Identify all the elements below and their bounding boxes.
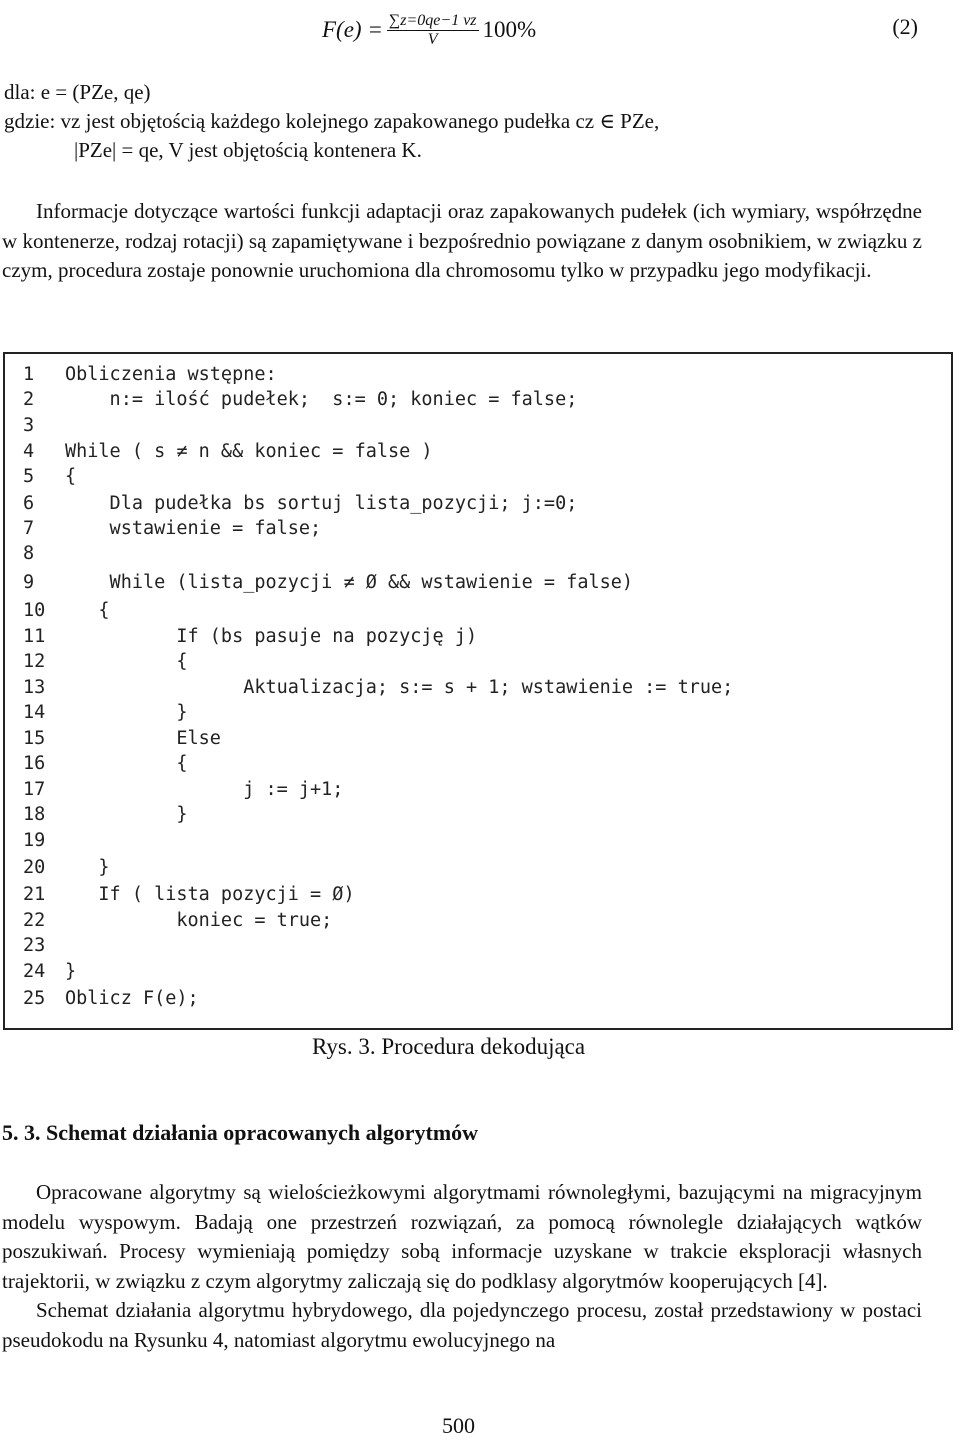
code-line-number: 13: [23, 677, 46, 698]
code-line-number: 4: [23, 441, 35, 462]
code-line: [23, 466, 76, 488]
code-line-text: wstawienie = false;: [65, 518, 322, 539]
paragraph-intro: [2, 197, 922, 286]
paragraph-text: Informacje dotyczące wartości funkcji adaptacji oraz zapakowanych pudełek (ich wymiary, współrzędne w kontenerze, rodzaj rotacji) są zapamiętywane i bezpośrednio powiązane z danym osobnikiem, w związku z czym, procedura zostaje ponownie uruchomiona dla chromosomu tylko w przypadku jego modyfikacji.: [2, 199, 922, 282]
definition-line: dla: e = (PZe, qe): [4, 80, 151, 104]
section-heading: 5. 3. Schemat działania opracowanych algorytmów: [2, 1120, 479, 1145]
code-line-number: 8: [23, 543, 35, 564]
code-line-number: 25: [23, 988, 46, 1009]
code-line-text: Else: [65, 728, 221, 749]
code-line-text: While (lista_pozycji ≠ Ø && wstawienie = false): [65, 572, 634, 593]
code-line: [23, 804, 188, 826]
code-line-text: {: [65, 753, 188, 774]
code-line: [23, 415, 65, 437]
code-line-number: 9: [23, 572, 35, 593]
code-line: [23, 988, 199, 1010]
code-line: [23, 493, 577, 515]
code-line: [23, 961, 76, 983]
code-line-number: 22: [23, 910, 46, 931]
code-line-number: 17: [23, 779, 46, 800]
pseudocode-box: [3, 352, 953, 1030]
code-line-number: 15: [23, 728, 46, 749]
code-line-text: If ( lista pozycji = Ø): [65, 884, 355, 905]
code-line: [23, 728, 221, 750]
code-line-number: 16: [23, 753, 46, 774]
definition-line: |PZe| = qe, V jest objętością kontenera K.: [74, 138, 422, 162]
code-line: [23, 753, 188, 775]
code-line-text: }: [65, 702, 188, 723]
code-line: [23, 626, 477, 648]
code-line-text: n:= ilość pudełek; s:= 0; koniec = false;: [65, 389, 578, 410]
formula-denominator: V: [427, 30, 438, 48]
code-line: [23, 441, 433, 463]
code-line: [23, 543, 65, 565]
code-line: [23, 702, 188, 724]
definitions: [4, 78, 659, 165]
code-line: [23, 600, 110, 622]
code-line-number: 12: [23, 651, 46, 672]
code-line-number: 3: [23, 415, 35, 436]
code-line: [23, 389, 577, 411]
code-line-text: }: [65, 961, 77, 982]
code-line-text: {: [65, 466, 77, 487]
formula-fraction: [387, 12, 479, 49]
code-line-number: 6: [23, 493, 35, 514]
code-line-text: }: [65, 804, 188, 825]
code-line: [23, 935, 65, 957]
formula-numerator: ∑z=0qe−1 vz: [388, 11, 477, 29]
code-line-text: {: [65, 600, 110, 621]
code-line-text: Dla pudełka bs sortuj lista_pozycji; j:=0;: [65, 493, 578, 514]
code-line-text: Obliczenia wstępne:: [65, 364, 277, 385]
definition-line: gdzie: vz jest objętością każdego kolejnego zapakowanego pudełka cz ∈ PZe,: [4, 109, 660, 133]
code-line-number: 1: [23, 364, 35, 385]
code-line-number: 14: [23, 702, 46, 723]
code-line-number: 19: [23, 830, 46, 851]
code-line-number: 7: [23, 518, 35, 539]
code-line: [23, 364, 277, 386]
code-line: [23, 572, 633, 594]
code-line: [23, 677, 733, 699]
code-line-number: 5: [23, 466, 35, 487]
code-line: [23, 857, 110, 879]
code-line-number: 20: [23, 857, 46, 878]
code-line: [23, 518, 321, 540]
figure-caption: Rys. 3. Procedura dekodująca: [312, 1034, 586, 1059]
code-line-number: 11: [23, 626, 46, 647]
code-line-text: While ( s ≠ n && koniec = false ): [65, 441, 433, 462]
code-line: [23, 779, 343, 801]
equation-number: (2): [892, 14, 918, 39]
code-line: [23, 830, 65, 852]
code-line-number: 21: [23, 884, 46, 905]
code-line-text: koniec = true;: [65, 910, 333, 931]
code-line-text: {: [65, 651, 188, 672]
code-line-text: j := j+1;: [65, 779, 344, 800]
formula-lhs: F(e) =: [322, 17, 383, 42]
code-line-text: }: [65, 857, 110, 878]
page-number: 500: [442, 1413, 475, 1438]
formula-rhs: 100%: [482, 17, 537, 42]
code-line-text: Oblicz F(e);: [65, 988, 199, 1009]
formula-fitness: [322, 2, 536, 58]
code-line-number: 10: [23, 600, 46, 621]
code-line: [23, 910, 332, 932]
code-line-text: If (bs pasuje na pozycję j): [65, 626, 478, 647]
paragraph-text: Schemat działania algorytmu hybrydowego, dla pojedynczego procesu, został przedstawiony w postaci pseudokodu na Rysunku 4, natomiast algorytmu ewolucyjnego na: [2, 1298, 922, 1352]
code-line-number: 2: [23, 389, 35, 410]
code-line-number: 18: [23, 804, 46, 825]
code-line-text: Aktualizacja; s:= s + 1; wstawienie := true;: [65, 677, 734, 698]
paragraph-section: [2, 1178, 922, 1355]
paragraph-text: Opracowane algorytmy są wielościeżkowymi algorytmami równoległymi, bazującymi na migracyjnym modelu wyspowym. Badają one przestrzeń rozwiązań, za pomocą równolegle działających wątków poszukiwań. Procesy wymieniają pomiędzy sobą informacje uzyskane w trakcie eksploracji własnych trajektorii, w związku z czym algorytmy zaliczają się do podklasy algorytmów kooperujących [4].: [2, 1180, 922, 1293]
code-line-number: 24: [23, 961, 46, 982]
code-line: [23, 651, 188, 673]
code-line-number: 23: [23, 935, 46, 956]
code-line: [23, 884, 355, 906]
